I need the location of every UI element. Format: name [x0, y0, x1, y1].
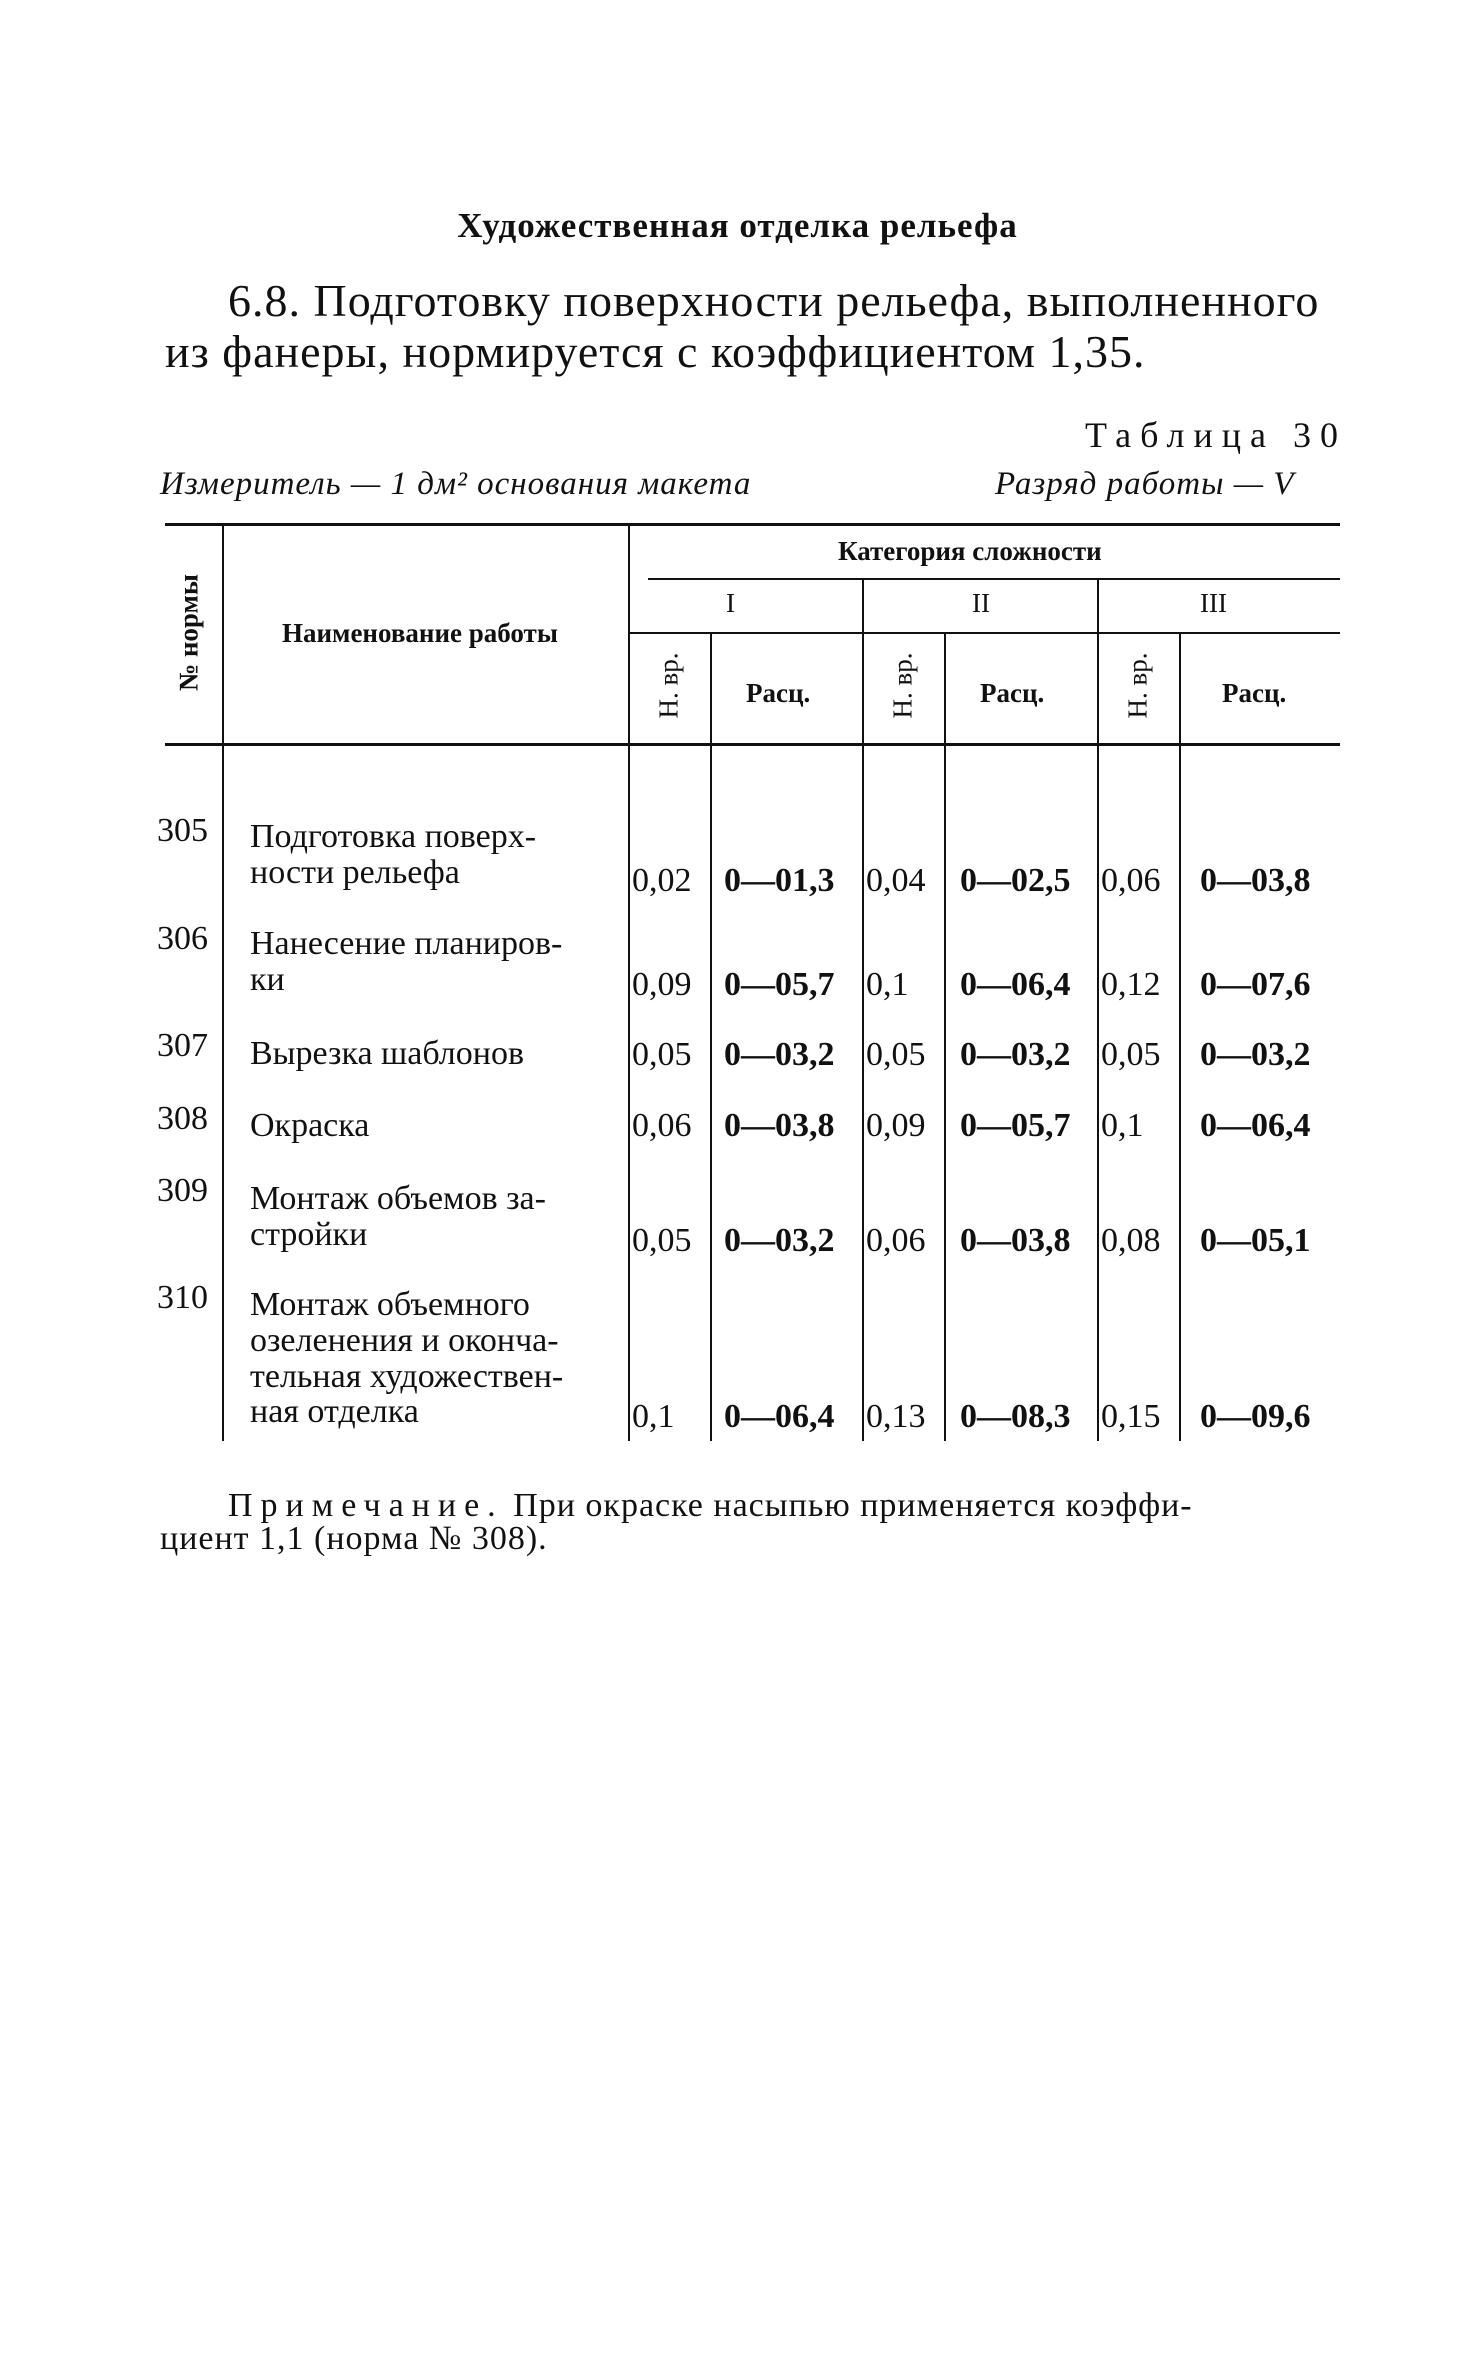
col-divider-7: [1179, 632, 1181, 1441]
row-name-line: Монтаж объемов за-: [250, 1180, 546, 1217]
rate-cat-3: 0—06,4: [1200, 1107, 1311, 1144]
rate-cat-2: 0—02,5: [960, 862, 1071, 899]
row-name-line: тельная художествен-: [250, 1358, 564, 1395]
col-divider-3: [710, 632, 712, 1441]
time-cat-2: 0,1: [866, 966, 909, 1003]
time-cat-2: 0,06: [866, 1222, 926, 1259]
header-category-3: III: [1200, 588, 1227, 618]
note-line-2: циент 1,1 (норма № 308).: [160, 1520, 548, 1557]
row-number: 306: [157, 920, 208, 957]
rate-cat-3: 0—03,8: [1200, 862, 1311, 899]
row-name-line: Окраска: [250, 1107, 370, 1144]
header-time-1: Н. вр.: [653, 652, 684, 719]
header-time-3: Н. вр.: [1122, 652, 1153, 719]
rate-cat-1: 0—05,7: [724, 966, 835, 1003]
row-name-line: ности рельефа: [250, 854, 460, 891]
header-time-2: Н. вр.: [887, 652, 918, 719]
time-cat-1: 0,06: [632, 1107, 692, 1144]
row-number: 307: [157, 1027, 208, 1064]
row-name-line: ная отделка: [250, 1393, 419, 1430]
row-name-line: озеленения и оконча-: [250, 1322, 559, 1359]
col-divider-2: [628, 523, 630, 1441]
row-number: 310: [157, 1279, 208, 1316]
time-cat-3: 0,12: [1101, 966, 1161, 1003]
time-cat-2: 0,09: [866, 1107, 926, 1144]
note-text: При окраске насыпью применяется коэффи-: [513, 1487, 1193, 1524]
rate-cat-2: 0—05,7: [960, 1107, 1071, 1144]
row-number: 309: [157, 1172, 208, 1209]
col-divider-1: [222, 523, 224, 1441]
row-name-line: Подготовка поверх-: [250, 818, 537, 855]
row-name-line: Монтаж объемного: [250, 1286, 530, 1323]
row-number: 305: [157, 812, 208, 849]
col-divider-4: [862, 578, 864, 1441]
paragraph-line-1: 6.8. Подготовку поверхности рельефа, выполненного: [228, 275, 1320, 326]
rate-cat-1: 0—06,4: [724, 1398, 835, 1435]
time-cat-3: 0,06: [1101, 862, 1161, 899]
time-cat-3: 0,15: [1101, 1398, 1161, 1435]
time-cat-1: 0,05: [632, 1036, 692, 1073]
rate-cat-1: 0—03,8: [724, 1107, 835, 1144]
rate-cat-1: 0—03,2: [724, 1222, 835, 1259]
rate-cat-3: 0—07,6: [1200, 966, 1311, 1003]
time-cat-2: 0,04: [866, 862, 926, 899]
rate-cat-1: 0—03,2: [724, 1036, 835, 1073]
rate-cat-3: 0—03,2: [1200, 1036, 1311, 1073]
row-name-line: ки: [250, 961, 285, 998]
rate-cat-2: 0—03,2: [960, 1036, 1071, 1073]
time-cat-3: 0,08: [1101, 1222, 1161, 1259]
header-work-name: Наименование работы: [282, 618, 558, 648]
header-category-2: II: [972, 588, 990, 618]
subcategory-rule: [628, 632, 1340, 634]
row-name-line: Вырезка шаблонов: [250, 1035, 524, 1072]
header-rate-3: Расц.: [1222, 678, 1287, 708]
rate-cat-3: 0—09,6: [1200, 1398, 1311, 1435]
rate-cat-2: 0—06,4: [960, 966, 1071, 1003]
time-cat-3: 0,1: [1101, 1107, 1144, 1144]
time-cat-2: 0,05: [866, 1036, 926, 1073]
header-norm-number: № нормы: [173, 573, 204, 692]
section-heading: Художественная отделка рельефа: [457, 206, 1018, 245]
row-name-line: стройки: [250, 1216, 368, 1253]
header-bottom-rule: [165, 743, 1340, 746]
time-cat-1: 0,05: [632, 1222, 692, 1259]
time-cat-1: 0,09: [632, 966, 692, 1003]
rate-cat-1: 0—01,3: [724, 862, 835, 899]
col-divider-6: [1097, 578, 1099, 1441]
time-cat-1: 0,1: [632, 1398, 675, 1435]
time-cat-2: 0,13: [866, 1398, 926, 1435]
measure-unit: Измеритель — 1 дм² основания макета: [160, 466, 752, 502]
rate-cat-2: 0—03,8: [960, 1222, 1071, 1259]
header-rate-1: Расц.: [746, 678, 811, 708]
table-number: Таблица 30: [1085, 415, 1347, 455]
row-name-line: Нанесение планиров-: [250, 925, 563, 962]
category-rule: [648, 578, 1340, 580]
time-cat-3: 0,05: [1101, 1036, 1161, 1073]
col-divider-5: [944, 632, 946, 1441]
rate-cat-3: 0—05,1: [1200, 1222, 1311, 1259]
table-top-rule: [165, 523, 1340, 526]
rate-cat-2: 0—08,3: [960, 1398, 1071, 1435]
note-label: Примечание.: [228, 1487, 504, 1524]
row-number: 308: [157, 1100, 208, 1137]
header-rate-2: Расц.: [980, 678, 1045, 708]
paragraph-line-2: из фанеры, нормируется с коэффициентом 1,35.: [165, 326, 1146, 377]
header-category: Категория сложности: [838, 536, 1102, 566]
header-category-1: I: [726, 588, 735, 618]
time-cat-1: 0,02: [632, 862, 692, 899]
work-grade: Разряд работы — V: [995, 466, 1295, 502]
